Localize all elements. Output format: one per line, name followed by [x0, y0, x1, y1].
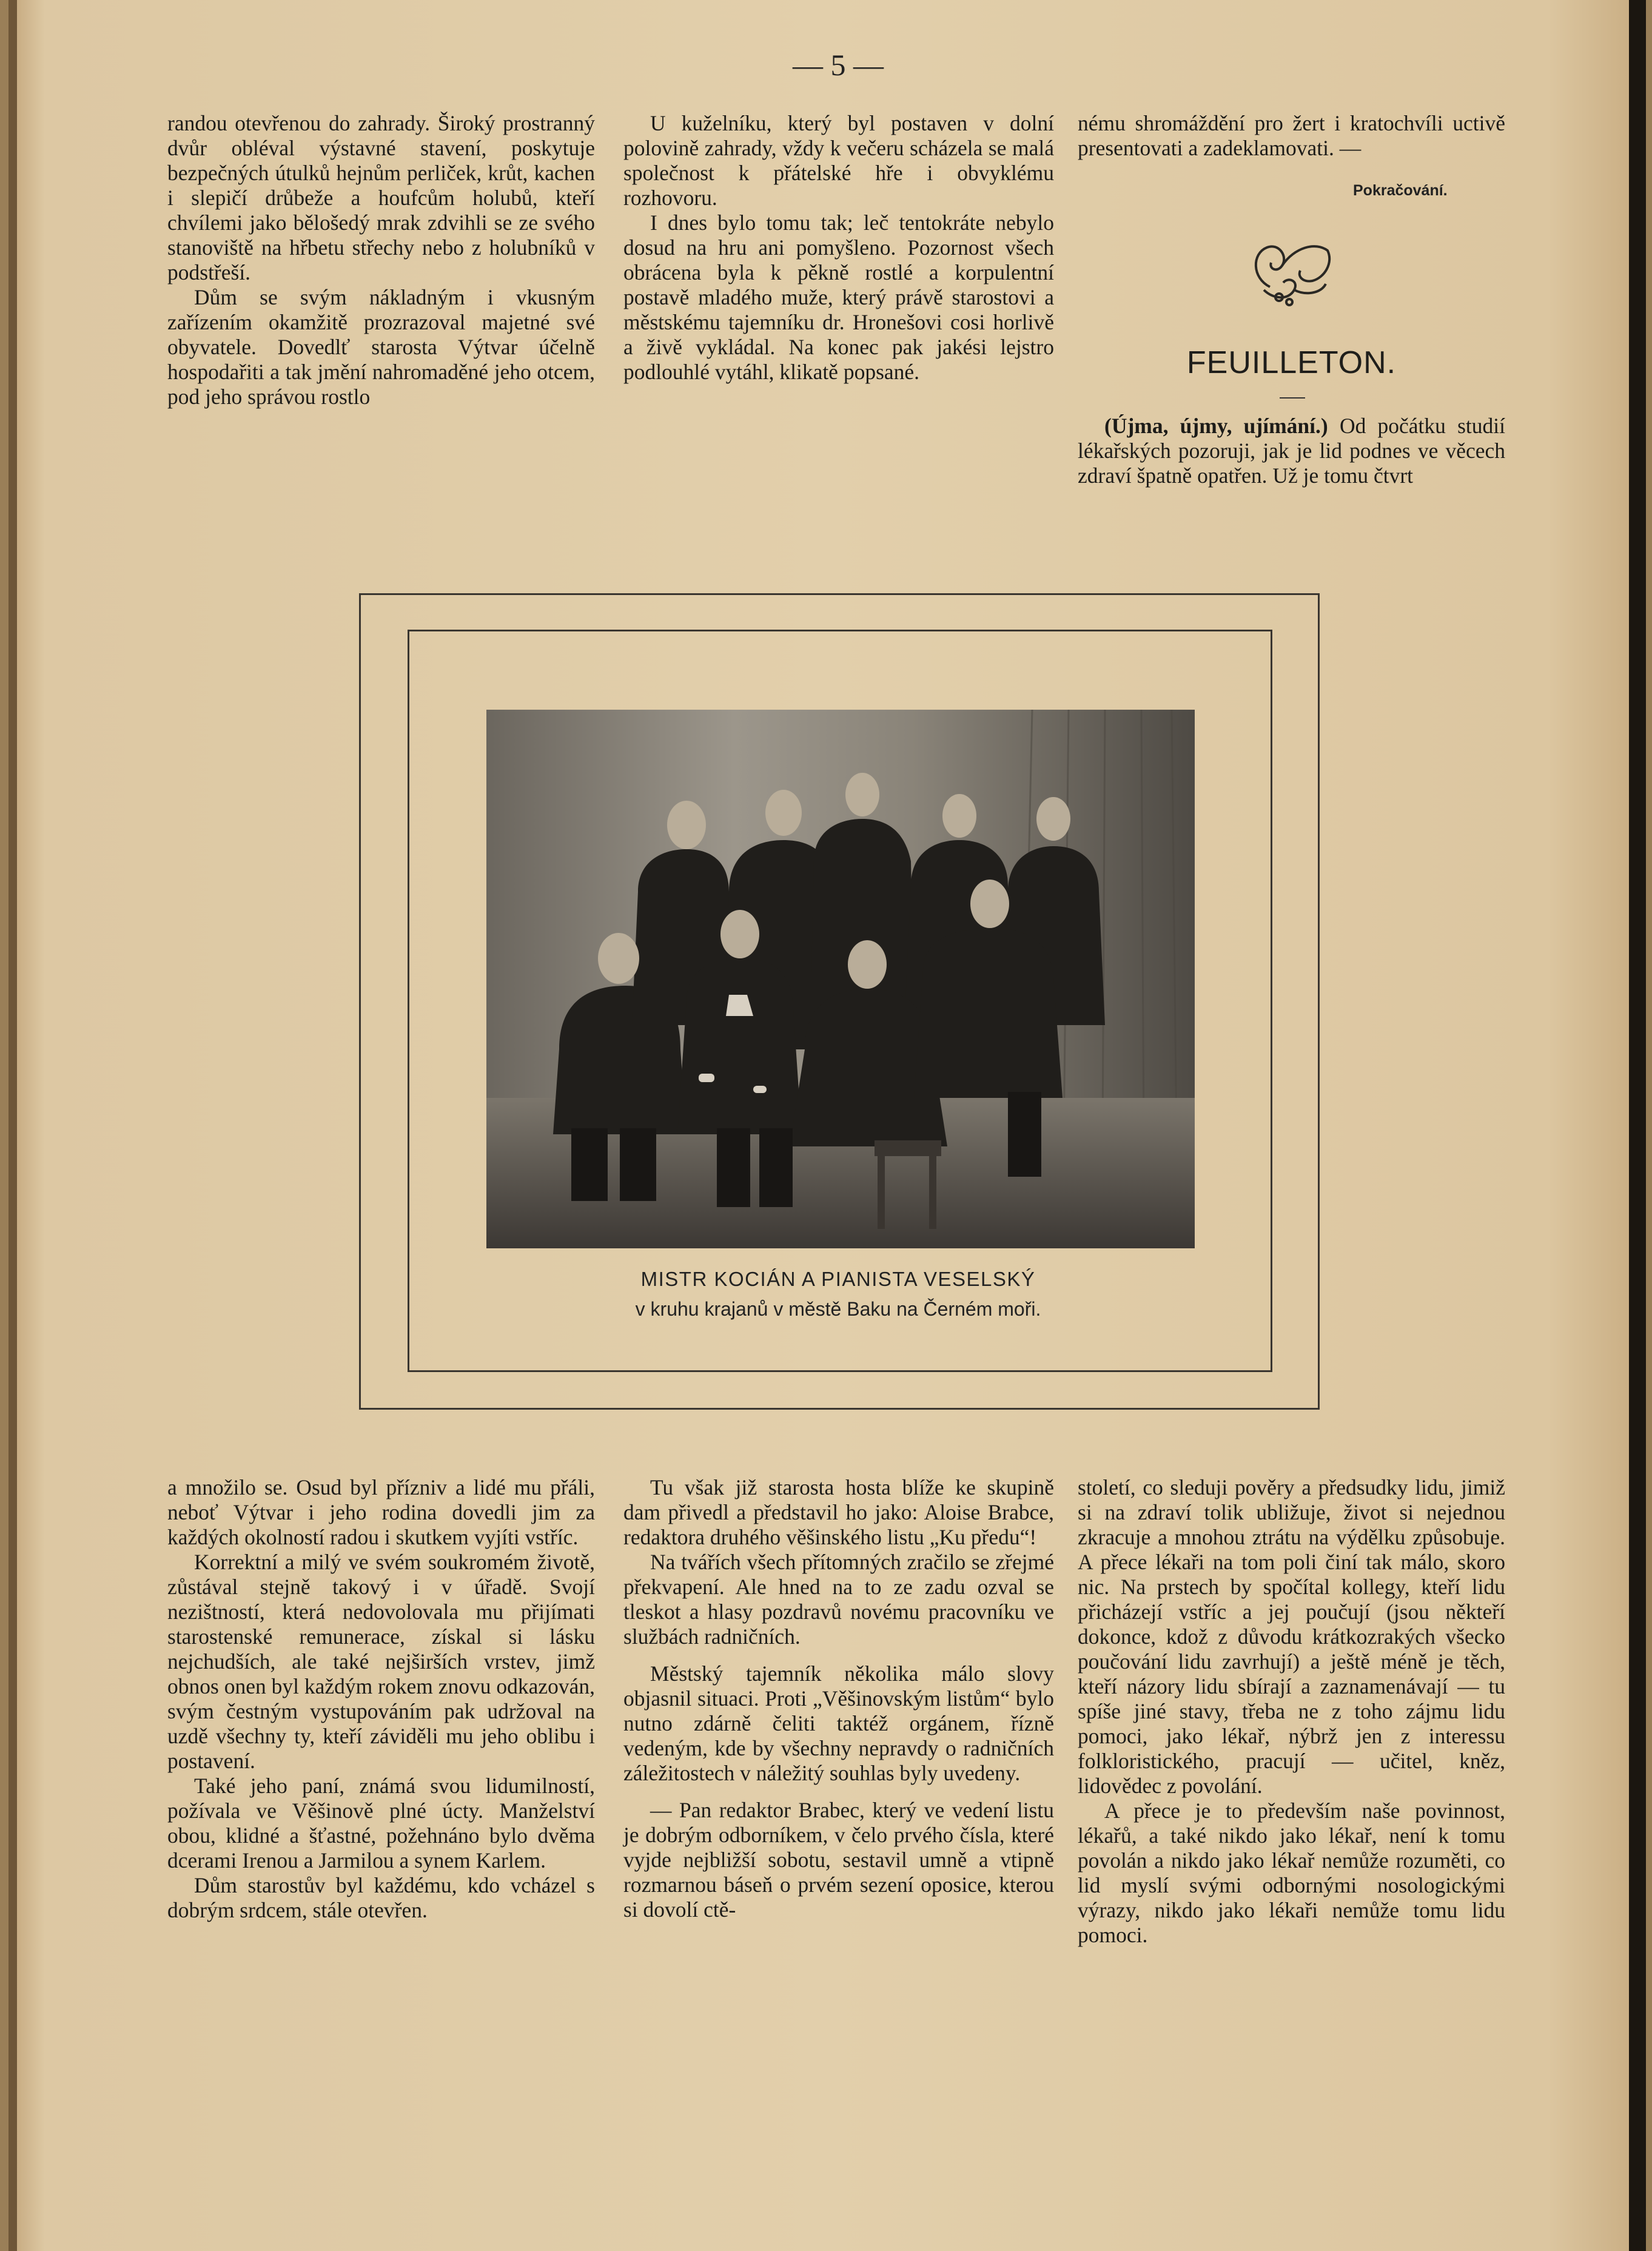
floral-ornament-icon: [1246, 229, 1337, 308]
feuilleton-lead: (Újma, újmy, ujímání.): [1104, 414, 1328, 438]
paragraph: Dům starostův byl každému, kdo vcházel s dobrým srdcem, stále otevřen.: [167, 1873, 595, 1922]
page-number: — 5 —: [793, 48, 884, 82]
paragraph: století, co sleduji pověry a předsudky lidu, jimiž si na zdraví tolik ubližuje, život si nejednou zkracuje a mnohou ztrátu na výdělku způsobuje. A přece lékaři na tom poli činí tak málo, skoro nic. Na prstech by spočítal kollegy, kteří lidu přicházejí vstříc a jej poučují (jsou někteří dokonce, kdož z důvodu krátkozrakých všecko poučování lidu zavrhují) a ještě méně je těch, kteří názory lidu sbírají a zaznamenávají — tu spíše jiné stavy, třeba ne z toho zájmu lidu pomoci, jako lékař, nýbrž jen z interessu folkloristického, pracují — učitel, kněz, lidovědec z povolání.: [1078, 1475, 1505, 1798]
feuilleton-intro: [1078, 414, 1505, 488]
page-binding-edge: [8, 0, 17, 2251]
paragraph: — Pan redaktor Brabec, který ve vedení listu je dobrým odborníkem, v čelo prvého čísla, které vyjde nejbližší sobotu, sestavil umně a vtipně rozmarnou báseň o prvém sezení oposice, kterou si dovolí ctě-: [623, 1798, 1054, 1922]
paragraph: I dnes bylo tomu tak; leč tentokráte nebylo dosud na hru ani pomyšleno. Pozornost všech obrácena byla k pěkně rostlé a korpulentní postavě mladého muže, který právě starostovi a městskému tajemníku dr. Hronešovi cosi horlivě a živě vykládal. Na konec pak jakési lejstro podlouhlé vytáhl, klikatě popsané.: [623, 210, 1054, 384]
feuilleton-text: Od počátku studií lékařských pozoruji, jak je lid podnes ve věcech zdraví špatně opatřen. Už je tomu čtvrt: [1078, 414, 1505, 488]
paragraph: randou otevřenou do zahrady. Široký prostranný dvůr obléval výstavné stavení, poskytuje bezpečných útulků hejnům perliček, krůt, kachen i slepičí drůbeže a houfcům holubů, kteří chvílemi jako bělošedý mrak zdvihli se ze svého stanoviště na hřbetu střechy nebo z holubníků v podstřeší.: [167, 111, 595, 284]
paragraph: Dům se svým nákladným i vkusným zařízením okamžitě prozrazoval majetné své obyvatele. Dovedlť starosta Výtvar účelně hospodařiti a tak jmění nahromaděné jeho otcem, pod jeho správou rostlo: [167, 285, 595, 409]
photo-caption-subtitle: v kruhu krajanů v městě Baku na Černém moři.: [635, 1298, 1041, 1320]
bottom-column-1: [167, 1475, 595, 1923]
top-column-2: [623, 111, 1054, 385]
paragraph: Na tvářích všech přítomných zračilo se zřejmé překvapení. Ale hned na to ze zadu ozval se tleskot a hlasy pozdravů novému pracovníku ve službách radničních.: [623, 1550, 1054, 1649]
paragraph: nému shromáždění pro žert i kratochvíli uctivě presentovati a zadeklamovati. —: [1078, 111, 1505, 160]
newspaper-page: [8, 0, 1646, 2251]
continued-note: Pokračování.: [1353, 182, 1448, 199]
heading-rule: [1280, 397, 1305, 399]
paragraph: Městský tajemník několika málo slovy objasnil situaci. Proti „Věšinovským listům“ bylo nutno zdárně čeliti taktéž orgánem, řízně vedeným, kde by všechny nepravdy o radničních záležitostech v náležitý souhlas byly uvedeny.: [623, 1661, 1054, 1785]
group-photograph: [486, 710, 1195, 1248]
paragraph: Tu však již starosta hosta blíže ke skupině dam přivedl a představil ho jako: Aloise Brabce, redaktora druhého věšinského listu „Ku předu“!: [623, 1475, 1054, 1549]
paragraph: Korrektní a milý ve svém soukromém životě, zůstával stejně takový i v úřadě. Svojí nezištností, která nedovolovala mu přijímati starostenské remunerace, získal si lásku nejchudších, ale také nejširších vrstev, jimž obnos onen byl každým rokem znovu odkazován, svým čestným vystupováním pak udržoval na uzdě všechny ty, kteří záviděli mu jeho oblibu i postavení.: [167, 1550, 595, 1773]
paragraph: U kuželníku, který byl postaven v dolní polovině zahrady, vždy k večeru scházela se malá společnost k přátelské hře i obvyklému rozhovoru.: [623, 111, 1054, 210]
paragraph: a množilo se. Osud byl přízniv a lidé mu přáli, neboť Výtvar i jeho rodina dovedli jim za každých okolností radou i skutkem vyjíti vstříc.: [167, 1475, 595, 1549]
page-right-edge: [1629, 0, 1646, 2251]
photo-caption-title: MISTR KOCIÁN A PIANISTA VESELSKÝ: [640, 1268, 1036, 1290]
paragraph: Také jeho paní, známá svou lidumilností, požívala ve Věšinově plné úcty. Manželství obou, klidné a šťastné, požehnáno bylo dvěma dcerami Irenou a Jarmilou a synem Karlem.: [167, 1774, 595, 1872]
paragraph: A přece je to především naše povinnost, lékařů, a také nikdo jako lékař, není k tomu povolán a nikdo jako lékař nemůže rozuměti, co lid myslí svými odbornými nosologickými výrazy, nikdo jako lékaři nemůže tomu lidu pomoci.: [1078, 1798, 1505, 1947]
top-column-3: [1078, 111, 1505, 161]
bottom-column-3: [1078, 1475, 1505, 1948]
bottom-column-2: [623, 1475, 1054, 1922]
top-column-1: [167, 111, 595, 409]
feuilleton-heading: FEUILLETON.: [1186, 345, 1397, 380]
